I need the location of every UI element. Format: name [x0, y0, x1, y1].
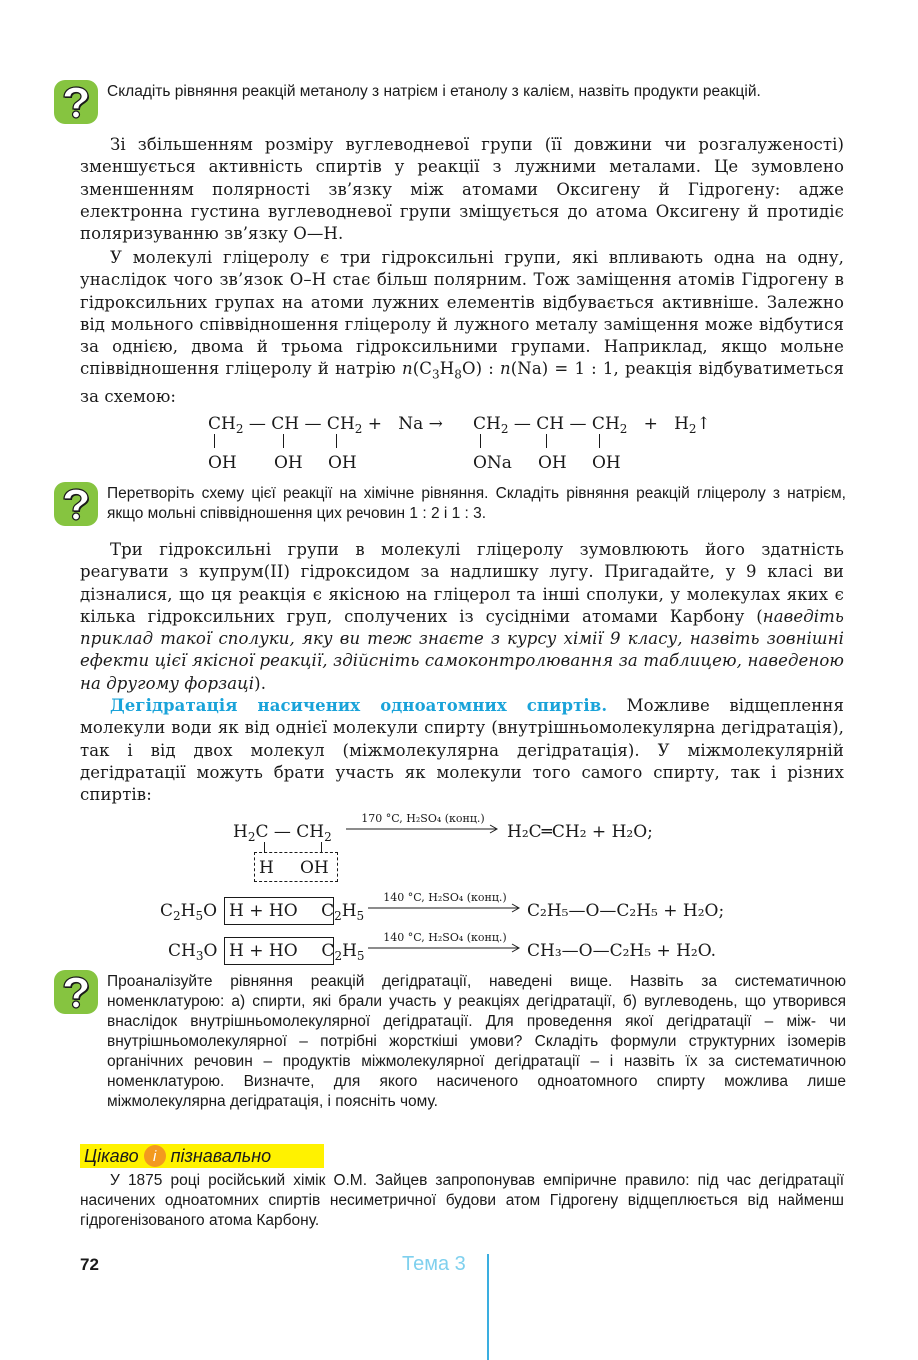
reaction-conditions: 140 °C, H₂SO₄ (конц.) — [383, 931, 507, 944]
oh-group: OH — [300, 858, 329, 878]
reaction-arrow — [346, 812, 500, 836]
ethanol-formula: $H_2C$ — $CH_2$ — [233, 822, 332, 844]
info-icon: і — [144, 1145, 166, 1167]
ona-group: ONa — [473, 453, 512, 473]
bond-line — [214, 434, 215, 448]
question-block-3 — [54, 970, 846, 1112]
paragraph-glycerol: У молекулі гліцеролу є три гідроксильні групи, які впливають одна на одну, унаслідок чого зв’язок О–Н стає більш полярним. Тож заміщення атомів Гідрогену в гідроксильних групах на атоми лужних елементів відбувається активніше. Залежно від мольного співвідношення гліцеролу й лужного металу заміщення може відбутися за однією, двома й трьома гідроксильними групами. Наприклад, якщо мольне співвідношення гліцеролу й натрію $n(C_3H_8O)$ : n(Na) = 1 : 1, реакція відбуватиметься за схемою: — [80, 248, 844, 407]
h-atom: H — [259, 858, 274, 878]
bond-line — [283, 434, 284, 448]
diethyl-ether-product: C₂H₅—O—C₂H₅ + H₂O; — [527, 901, 725, 921]
interest-word-2: пізнавально — [170, 1145, 272, 1166]
reactants-formula: $CH_3O$ $C_2H_5$ — [168, 941, 365, 963]
glycerol-right-formula: $CH_2$ — CH — $CH_2$ + $H_2↑$ — [473, 414, 711, 436]
bond-line — [599, 434, 600, 448]
paragraph-glycerol-main: У молекулі гліцеролу є три гідроксильні групи, які впливають одна на одну, унаслідок чого зв’язок О–Н стає більш полярним. Тож заміщення атомів Гідрогену в гідроксильних групах на атоми лужних елементів відбувається активніше. Залежно від мольного співвідношення гліцеролу й лужного металу заміщення може відбутися за однією, двома й трьома гідроксильними групами. Наприклад, якщо мольне співвідношення гліцеролу й натрію — [80, 248, 844, 379]
paragraph-glycerol-tail: = 1 : 1, реакція відбуватиметься за схемою: — [80, 359, 844, 407]
bond-line — [480, 434, 481, 448]
paragraph-qualitative-reaction — [80, 539, 844, 695]
footer-divider — [487, 1254, 489, 1360]
question-icon — [54, 970, 98, 1014]
question-icon — [54, 80, 98, 124]
oh-group: OH — [538, 453, 567, 473]
bracket-content: H + HO — [229, 941, 298, 961]
dehydration-term: Дегідратація насичених одноатомних спиртів. — [110, 696, 608, 715]
question-text: Проаналізуйте рівняння реакцій дегідратації, наведені вище. Назвіть за систематичною номенклатурою: а) спирти, які брали участь у реакціях дегідратації, б) вуглеводень, що утворився внаслідок внутрішньомолекулярної дегідратації. Для проведення якої дегідратації – між- чи внутрішньомолекулярної – потрібні жорсткіші умови? Складіть формули структурних ізомерів органічних речовин – продуктів міжмолекулярної дегідратації – і назвіть їх за систематичною номенклатурою. Визначте, для якого насиченого одноатомного спирту можлива лише міжмолекулярна дегідратація, і поясніть чому. — [107, 973, 846, 1110]
ethene-product: H₂C═CH₂ + H₂O; — [507, 822, 653, 842]
glycerol-left-formula: $CH_2$ — CH — $CH_2 + Na$ → — [208, 414, 443, 436]
oh-group: OH — [592, 453, 621, 473]
bond-line — [336, 434, 337, 448]
oh-group: OH — [328, 453, 357, 473]
mixed-ether-product: CH₃—O—C₂H₅ + H₂O. — [527, 941, 717, 961]
reaction-arrow — [368, 891, 522, 915]
page-number: 72 — [80, 1255, 99, 1274]
reaction-arrow — [368, 931, 522, 955]
oh-group: OH — [274, 453, 303, 473]
reactants-formula: $C_2H_5O$ $C_2H_5$ — [160, 901, 365, 923]
reaction-conditions: 140 °C, H₂SO₄ (конц.) — [383, 891, 507, 904]
paragraph-alcohol-activity: Зі збільшенням розміру вуглеводневої групи (її довжини чи розгалуженості) зменшується активність спиртів у реакції з лужними металами. Це зумовлено зменшенням полярності зв’язку між атомами Оксигену й Гідрогену: адже електронна густина вуглеводневої групи зміщується до атома Оксигену й протидіє поляризуванню зв’язку O—H. — [80, 135, 844, 244]
oh-group: OH — [208, 453, 237, 473]
question-text: Складіть рівняння реакцій метанолу з натрієм і етанолу з калієм, назвіть продукти реакцій. — [107, 83, 761, 100]
interest-text: У 1875 році російський хімік О.М. Зайцев запропонував емпіричне правило: під час дегідратації насичених одноатомних спиртів несиметричної будови атом Гідрогену відщеплюється від найменш гідрогенізованого атома Карбону. — [80, 1172, 844, 1229]
question-block-1 — [54, 80, 846, 102]
paragraph-dehydration — [80, 695, 844, 806]
interest-banner — [80, 1144, 324, 1168]
reaction-conditions: 170 °C, H₂SO₄ (конц.) — [361, 812, 485, 825]
interest-word-1: Цікаво — [84, 1145, 139, 1166]
section-label: Тема 3 — [402, 1253, 466, 1275]
paragraph-dehydration-main: Можливе відщеплення молекули води як від однієї молекули спирту (внутрішньомолекулярна дегідратація), так і від двох молекул (міжмолекулярна дегідратація). У міжмолекулярній дегідратації можуть брати участь як молекули того самого спирту, так і різних спиртів: — [80, 696, 844, 805]
question-icon — [54, 482, 98, 526]
paragraph-qualitative-main: Три гідроксильні групи в молекулі гліцеролу зумовлюють його здатність реагувати з купрум(ІІ) гідроксидом за надлишку лугу. Пригадайте, у 9 класі ви дізналися, що ця реакція є якісною на гліцерол та інші сполуки, у молекулах яких є кілька гідроксильних груп, сполучених із сусідніми атомами Карбону ( — [80, 540, 844, 626]
bond-line — [546, 434, 547, 448]
paragraph-qualitative-task: наведіть приклад такої сполуки, яку ви теж знаєте з курсу хімії 9 класу, назвіть зовнішні ефекти цієї якісної реакції, здійсніть самоконтролювання за таблицею, наведеною на другому форзаці — [80, 606, 844, 693]
paragraph-qualitative-end: ). — [254, 673, 267, 693]
bracket-content: H + HO — [229, 901, 298, 921]
question-text: Перетворіть схему цієї реакції на хімічне рівняння. Складіть рівняння реакцій гліцеролу з натрієм, якщо мольні співвідношення цих речовин 1 : 2 і 1 : 3. — [107, 485, 846, 522]
question-block-2 — [54, 482, 846, 524]
